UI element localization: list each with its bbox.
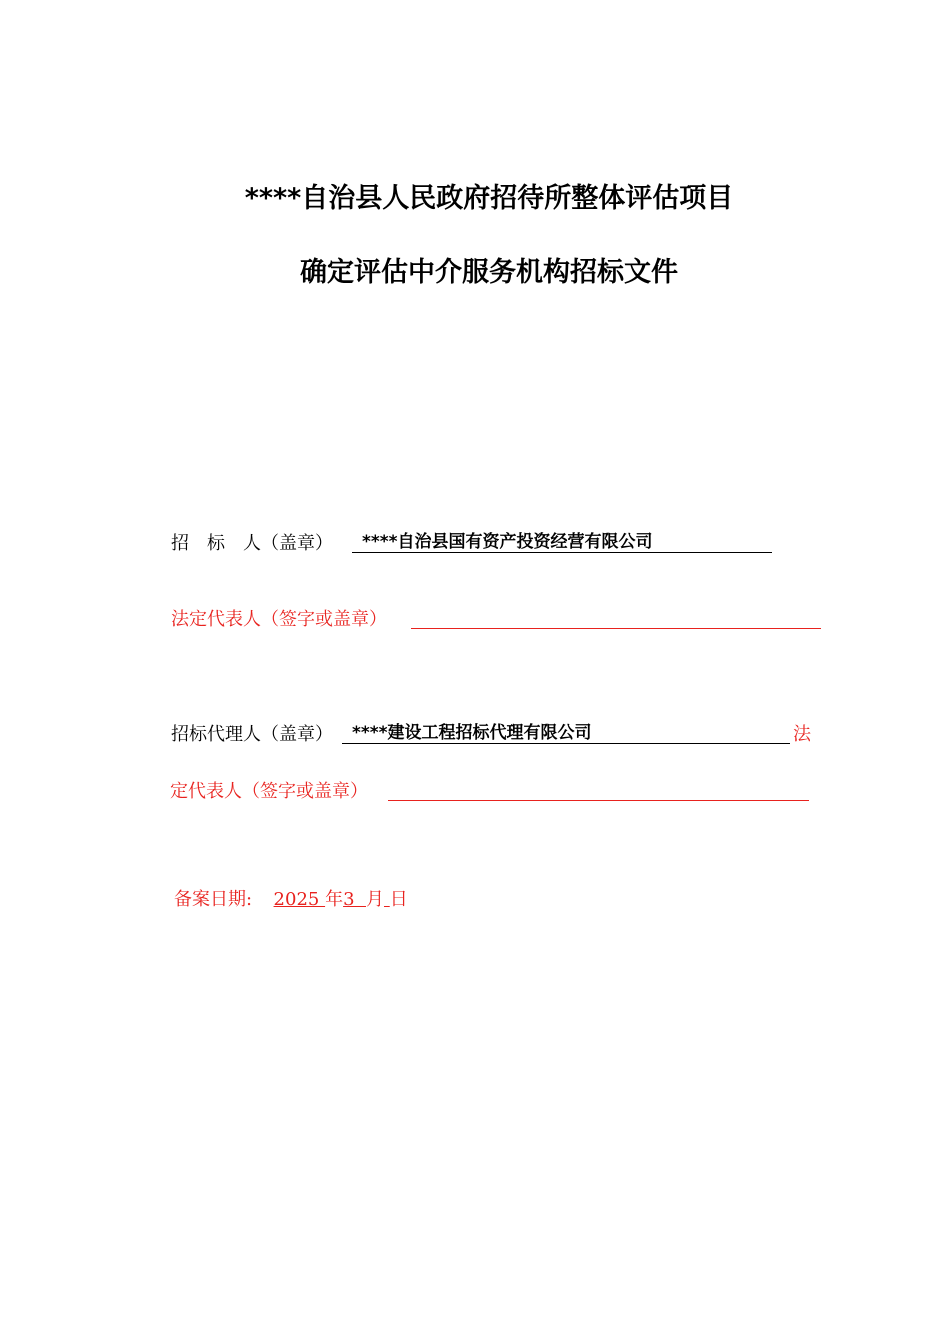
- tenderer-label: 招 标 人（盖章）: [171, 533, 333, 554]
- filing-date: [174, 889, 408, 911]
- tenderer-legal-rep-signature-line: [411, 627, 821, 629]
- filing-date-month-unit: 月: [365, 889, 384, 910]
- filing-date-year-unit: 年: [325, 889, 344, 910]
- tenderer-name-field: ****自治县国有资产投资经营有限公司: [352, 531, 772, 553]
- filing-date-day-unit: 日: [389, 889, 408, 910]
- document-title-line-1: ****自治县人民政府招待所整体评估项目: [244, 183, 734, 214]
- filing-date-month: 3: [343, 889, 366, 910]
- filing-date-year: 2025: [273, 889, 326, 910]
- agent-legal-rep-label-start: 法: [793, 724, 811, 745]
- agent-label: 招标代理人（盖章）: [171, 724, 333, 745]
- agent-legal-rep-label: 定代表人（签字或盖章）: [170, 781, 368, 802]
- document-title-line-2: 确定评估中介服务机构招标文件: [300, 257, 678, 288]
- filing-date-label: 备案日期:: [174, 889, 253, 910]
- agent-name-field: ****建设工程招标代理有限公司: [342, 722, 790, 744]
- agent-legal-rep-signature-line: [388, 799, 809, 801]
- tenderer-legal-rep-label: 法定代表人（签字或盖章）: [171, 609, 387, 630]
